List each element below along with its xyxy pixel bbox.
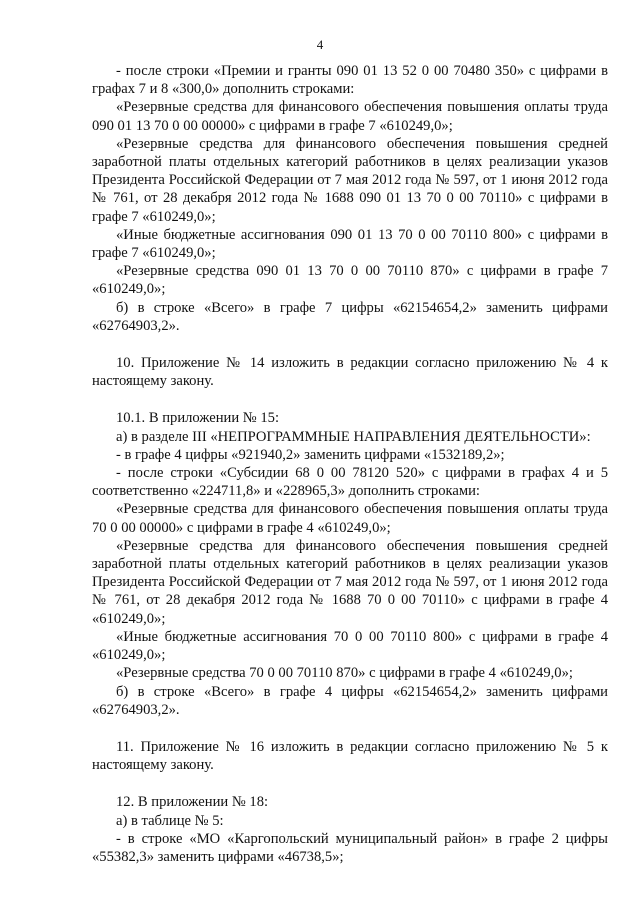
paragraph: - после строки «Премии и гранты 090 01 13 52 0 00 70480 350» с цифрами в графах 7 и 8 «300,0» дополнить строками: — [92, 63, 608, 98]
paragraph: - в строке «МО «Каргопольский муниципальный район» в графе 2 цифры «55382,3» заменить цифрами «46738,5»; — [92, 830, 608, 865]
paragraph: 11. Приложение № 16 изложить в редакции согласно приложению № 5 к настоящему закону. — [92, 738, 608, 774]
paragraph: «Резервные средства для финансового обеспечения повышения средней заработной платы отдельных категорий работников в целях реализации указов Президента Российской Федерации от 7 мая 2012 года № 597, от 1 июня 2012 года № 761, от 28 декабря 2012 года № 1688 090 01 13 70 0 00 70110» с цифрами в графе 7 «610249,0»; — [92, 135, 608, 225]
document-body — [92, 62, 608, 866]
page-number: 4 — [316, 37, 324, 52]
paragraph: б) в строке «Всего» в графе 7 цифры «62154654,2» заменить цифрами «62764903,2». — [92, 299, 608, 334]
paragraph: «Резервные средства 090 01 13 70 0 00 70110 870» с цифрами в графе 7 «610249,0»; — [92, 263, 608, 298]
paragraph: «Иные бюджетные ассигнования 090 01 13 70 0 00 70110 800» с цифрами в графе 7 «610249,0»; — [92, 226, 608, 262]
paragraph: 10. Приложение № 14 изложить в редакции согласно приложению № 4 к настоящему закону. — [92, 355, 608, 390]
paragraph: - в графе 4 цифры «921940,2» заменить цифрами «1532189,2»; — [116, 446, 505, 463]
paragraph: б) в строке «Всего» в графе 4 цифры «62154654,2» заменить цифрами «62764903,2». — [92, 683, 608, 718]
paragraph: «Резервные средства для финансового обеспечения повышения средней заработной платы отдельных категорий работников в целях реализации указов Президента Российской Федерации от 7 мая 2012 года № 597, от 1 июня 2012 года № 761, от 28 декабря 2012 года № 1688 70 0 00 70110» с цифрами в графе 4 «610249,0»; — [92, 537, 608, 627]
paragraph: а) в таблице № 5: — [116, 812, 224, 829]
paragraph: - после строки «Субсидии 68 0 00 78120 520» с цифрами в графах 4 и 5 соответственно «224711,8» и «228965,3» дополнить строками: — [92, 465, 608, 500]
paragraph: «Резервные средства для финансового обеспечения повышения оплаты труда 090 01 13 70 0 00 00000» с цифрами в графе 7 «610249,0»; — [92, 99, 608, 134]
paragraph: 12. В приложении № 18: — [116, 794, 269, 811]
paragraph: а) в разделе III «НЕПРОГРАММНЫЕ НАПРАВЛЕНИЯ ДЕЯТЕЛЬНОСТИ»: — [116, 428, 591, 445]
paragraph: 10.1. В приложении № 15: — [116, 410, 280, 427]
paragraph: «Резервные средства 70 0 00 70110 870» с цифрами в графе 4 «610249,0»; — [116, 665, 573, 682]
paragraph: «Резервные средства для финансового обеспечения повышения оплаты труда 70 0 00 00000» с цифрами в графе 4 «610249,0»; — [92, 501, 608, 536]
paragraph: «Иные бюджетные ассигнования 70 0 00 70110 800» с цифрами в графе 4 «610249,0»; — [92, 628, 608, 664]
